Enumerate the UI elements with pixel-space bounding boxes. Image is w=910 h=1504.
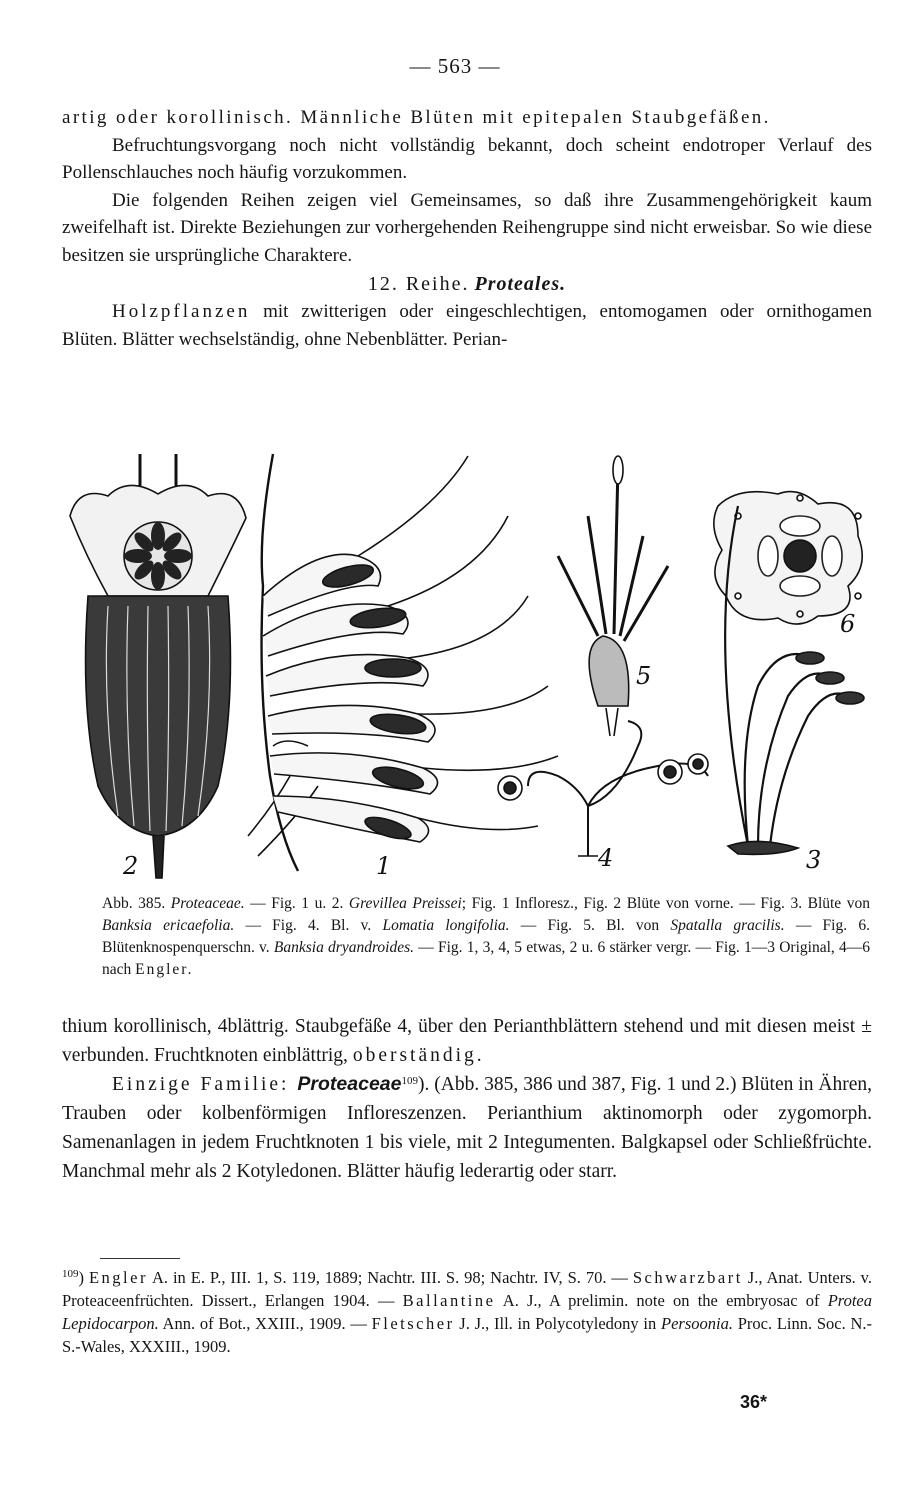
fig5-flower-drawing bbox=[558, 456, 668, 736]
footnote-author: Fletscher bbox=[371, 1314, 455, 1333]
footnote-text: Proc. Linn. Soc. N.-S.-Wales, XXXIII., 1909. bbox=[62, 1314, 873, 1356]
caption-text: — Fig. 4. Bl. v. bbox=[234, 917, 383, 934]
family-description bbox=[62, 1012, 872, 1186]
fig4-flower-drawing bbox=[498, 721, 708, 856]
perianth-text: thium korollinisch, 4blättrig. Staubgefäße 4, über den Perianthblättern stehend und mit diesen meist ± verbunden. Fruchtknoten einblättrig, bbox=[62, 1016, 872, 1066]
caption-text: — Fig. 1 u. 2. bbox=[244, 895, 349, 912]
footnote-text: J., Anat. Unters. v. Proteaceenfrüchten. Dissert., Erlangen 1904. — bbox=[62, 1268, 872, 1310]
footnote-species: Protea Lepidocarpon. bbox=[62, 1291, 872, 1333]
figure-label-3: 3 bbox=[806, 846, 822, 874]
family-name: Proteaceae bbox=[297, 1073, 402, 1095]
family-paragraph bbox=[62, 1070, 872, 1186]
reihe-description bbox=[62, 298, 872, 353]
footnote-marker: 109 bbox=[401, 1075, 418, 1087]
section-heading bbox=[62, 273, 872, 296]
figure-caption bbox=[102, 893, 870, 981]
caption-text: — Fig. 1, 3, 4, 5 etwas, 2 u. 6 stärker vergr. — Fig. 1—3 Original, 4—6 nach bbox=[102, 939, 870, 978]
family-text: ). (Abb. 385, 386 und 387, Fig. 1 und 2.) Blüten in Ähren, Trauben oder kolbenförmigen Infloreszenzen. Perianthium aktinomorph oder zygomorph. Samenanlagen in jedem Fruchtknoten 1 bis viele, mit 2 Integumenten. Balgkapsel oder Schließfrüchte. Manchmal mehr als 2 Kotyledonen. Blätter häufig lederartig oder starr. bbox=[62, 1074, 872, 1182]
fig2-flower-drawing bbox=[70, 454, 246, 878]
footnote-divider bbox=[100, 1258, 180, 1259]
footnote-author: Engler bbox=[88, 1268, 148, 1287]
reihe-description-rest: mit zwitterigen oder eingeschlechtigen, entomogamen oder ornithogamen Blüten. Blätter wechselständig, ohne Nebenblätter. Perian- bbox=[62, 301, 872, 350]
footnote-species: Persoonia. bbox=[661, 1314, 733, 1333]
caption-species: Banksia dryandroides. bbox=[273, 939, 415, 956]
fig1-inflorescence-drawing bbox=[248, 454, 558, 871]
proteaceae-illustration bbox=[58, 446, 878, 886]
figure-label-1: 1 bbox=[376, 852, 392, 880]
caption-species: Grevillea Preissei bbox=[348, 895, 462, 912]
footnote-text: J. J., Ill. in Polycotyledony in bbox=[454, 1314, 662, 1333]
caption-number: Abb. 385. bbox=[102, 895, 171, 912]
footnote-text: ) bbox=[78, 1268, 89, 1287]
page-number: — 563 — bbox=[409, 54, 501, 78]
caption-family: Proteaceae. bbox=[170, 895, 245, 912]
footnote-author: Schwarzbart bbox=[632, 1268, 743, 1287]
footnote-author: Ballantine bbox=[402, 1291, 496, 1310]
footnote-number: 109 bbox=[62, 1268, 79, 1280]
perianth-paragraph bbox=[62, 1012, 872, 1070]
caption-species: Spatalla gracilis. bbox=[670, 917, 785, 934]
footnote bbox=[62, 1266, 872, 1358]
footnote-text: A. J., A prelimin. note on the embryosac of bbox=[495, 1291, 828, 1310]
intro-text bbox=[62, 104, 872, 353]
caption-species: Banksia ericaefolia. bbox=[102, 917, 235, 934]
family-lead: Einzige Familie: bbox=[112, 1074, 298, 1095]
perianth-oberstaendig: oberständig. bbox=[352, 1045, 485, 1066]
figure-label-4: 4 bbox=[598, 844, 614, 872]
reihe-description-lead: Holzpflanzen bbox=[112, 301, 251, 322]
intro-paragraph-3: Die folgenden Reihen zeigen viel Gemeinsames, so daß ihre Zusammengehörigkeit kaum zweifelhaft ist. Direkte Beziehungen zur vorhergehenden Reihengruppe sind nicht erweisbar. So wie diese besitzen sie ursprüngliche Charaktere. bbox=[62, 189, 872, 266]
intro-paragraph-2: Befruchtungsvorgang noch nicht vollständig bekannt, doch scheint endotroper Verlauf des Pollenschlauches noch häufig vorzukommen. bbox=[62, 134, 872, 183]
caption-species: Lomatia longifolia. bbox=[382, 917, 510, 934]
caption-text: — Fig. 6. Blütenknospenquerschn. v. bbox=[102, 917, 870, 956]
caption-text: — Fig. 5. Bl. von bbox=[509, 917, 671, 934]
section-heading-prefix: 12. Reihe. bbox=[367, 273, 470, 295]
botanical-figure bbox=[58, 446, 878, 886]
intro-paragraph-1: artig oder korollinisch. Männliche Blüten mit epitepalen Staubgefäßen. bbox=[62, 107, 771, 128]
figure-label-6: 6 bbox=[840, 610, 856, 638]
footnote-text: Ann. of Bot., XXIII., 1909. — bbox=[158, 1314, 372, 1333]
caption-author: Engler. bbox=[135, 961, 194, 978]
sheet-signature: 36* bbox=[740, 1392, 768, 1412]
figure-label-2: 2 bbox=[123, 852, 139, 880]
figure-label-5: 5 bbox=[636, 662, 652, 690]
section-heading-name: Proteales. bbox=[474, 273, 567, 295]
caption-text: ; Fig. 1 Infloresz., Fig. 2 Blüte von vorne. — Fig. 3. Blüte von bbox=[461, 895, 870, 912]
footnote-text: A. in E. P., III. 1, S. 119, 1889; Nachtr. III. S. 98; Nachtr. IV, S. 70. — bbox=[147, 1268, 633, 1287]
